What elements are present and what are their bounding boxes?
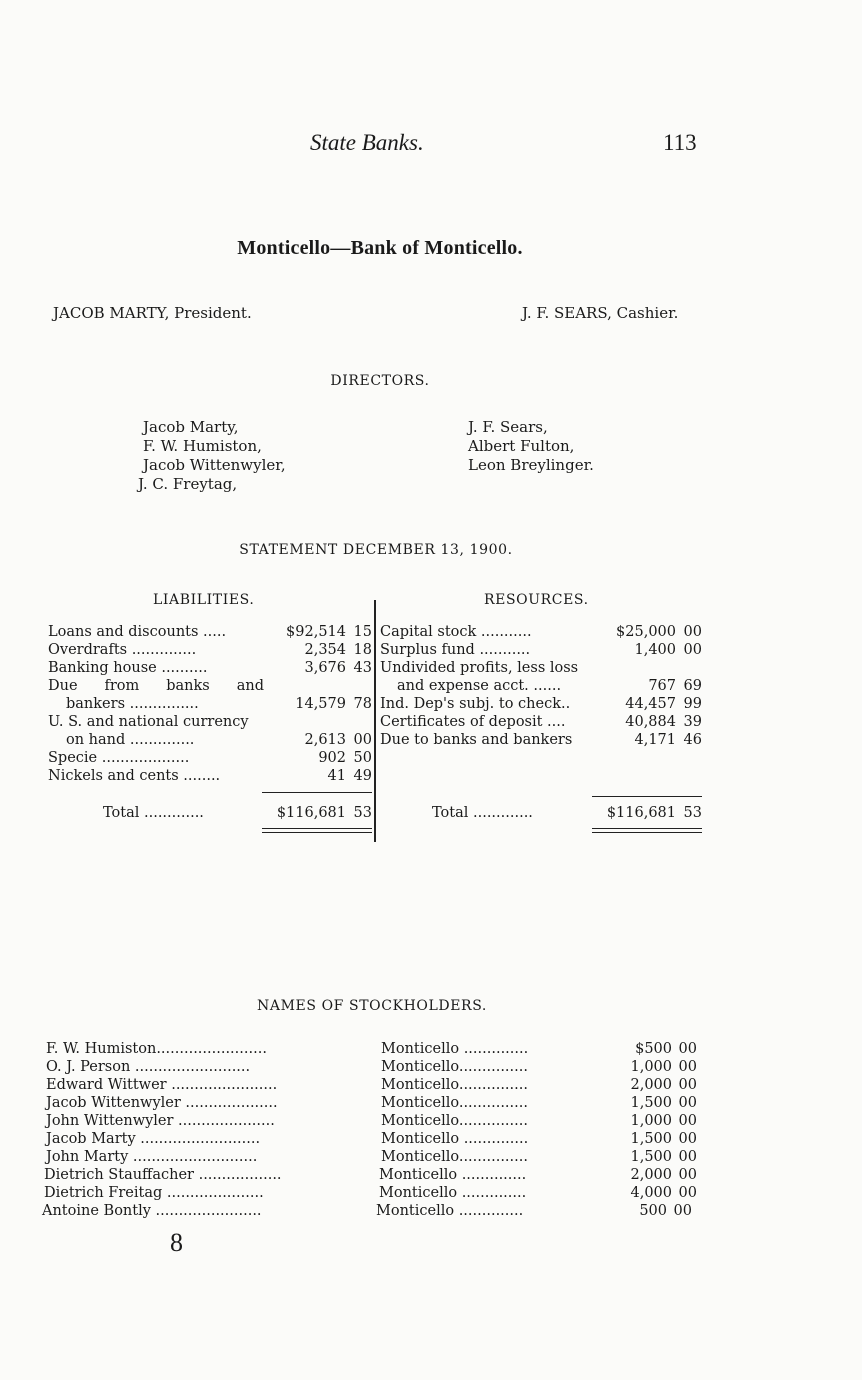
liability-cents: 15 (353, 624, 372, 640)
resource-label: Ind. Dep's subj. to check.. (380, 696, 571, 712)
stockholder-name: Jacob Wittenwyler .................... (46, 1095, 278, 1111)
stockholders-heading: NAMES OF STOCKHOLDERS. (257, 998, 487, 1014)
liability-cents: 43 (353, 660, 372, 676)
liability-dollars: 2,354 (304, 642, 346, 658)
resource-dollars: 40,884 (625, 714, 676, 730)
column-divider (374, 600, 376, 842)
stockholder-place: Monticello .............. (379, 1167, 527, 1183)
resource-label: Certificates of deposit .... (380, 714, 566, 730)
resources-total-label: Total ............. (432, 805, 533, 821)
stockholder-cents: 00 (678, 1095, 697, 1111)
liabilities-total-label: Total ............. (103, 805, 204, 821)
liability-label: Due from banks and (48, 678, 264, 694)
subtotal-rule (592, 796, 702, 797)
stockholder-cents: 00 (678, 1185, 697, 1201)
resource-dollars: 4,171 (634, 732, 676, 748)
stockholder-dollars: 1,500 (630, 1149, 672, 1165)
resource-label: Capital stock ........... (380, 624, 532, 640)
total-double-rule (592, 828, 702, 829)
liabilities-total-cents: 53 (353, 805, 372, 821)
director-name: Leon Breylinger. (468, 456, 594, 474)
liability-label: U. S. and national currency (48, 714, 249, 730)
resource-cents: 00 (683, 642, 702, 658)
cashier-line: J. F. SEARS, Cashier. (522, 304, 679, 322)
director-name: J. F. Sears, (468, 418, 548, 436)
liability-label: Overdrafts .............. (48, 642, 197, 658)
total-double-rule (262, 828, 372, 829)
stockholder-name: Jacob Marty .......................... (46, 1131, 261, 1147)
liability-dollars: 2,613 (304, 732, 346, 748)
signature-mark: 8 (170, 1228, 183, 1257)
resource-label: Due to banks and bankers (380, 732, 573, 748)
stockholder-place: Monticello .............. (381, 1131, 529, 1147)
stockholder-dollars: 500 (639, 1203, 667, 1219)
director-name: Jacob Marty, (143, 418, 239, 436)
liability-dollars: 902 (318, 750, 346, 766)
stockholder-name: Dietrich Freitag ..................... (44, 1185, 264, 1201)
president-line: JACOB MARTY, President. (53, 304, 252, 322)
liability-cents: 78 (353, 696, 372, 712)
running-header-title: State Banks. (310, 130, 424, 155)
stockholder-name: F. W. Humiston........................ (46, 1041, 267, 1057)
stockholder-cents: 00 (678, 1041, 697, 1057)
stockholder-place: Monticello............... (381, 1095, 528, 1111)
stockholder-dollars: 1,500 (630, 1095, 672, 1111)
stockholder-place: Monticello .............. (379, 1185, 527, 1201)
liability-label: Banking house .......... (48, 660, 208, 676)
stockholder-dollars: 1,000 (630, 1113, 672, 1129)
director-name: Albert Fulton, (468, 437, 575, 455)
resource-cents: 00 (683, 624, 702, 640)
stockholder-dollars: 2,000 (630, 1167, 672, 1183)
liability-cents: 18 (353, 642, 372, 658)
stockholder-name: John Wittenwyler ..................... (46, 1113, 275, 1129)
stockholder-name: Edward Wittwer ....................... (46, 1077, 278, 1093)
resources-total-dollars: $116,681 (606, 805, 676, 821)
stockholder-cents: 00 (678, 1131, 697, 1147)
stockholder-cents: 00 (678, 1113, 697, 1129)
stockholder-name: O. J. Person ......................... (46, 1059, 251, 1075)
resource-cents: 39 (683, 714, 702, 730)
stockholder-cents: 00 (678, 1149, 697, 1165)
stockholder-place: Monticello............... (381, 1113, 528, 1129)
stockholder-name: Antoine Bontly ....................... (42, 1203, 262, 1219)
stockholder-place: Monticello............... (381, 1059, 528, 1075)
statement-heading: STATEMENT DECEMBER 13, 1900. (239, 542, 513, 558)
bank-title: Monticello—Bank of Monticello. (237, 237, 523, 259)
resource-label: and expense acct. ...... (397, 678, 562, 694)
liability-cents: 00 (353, 732, 372, 748)
resource-label: Surplus fund ........... (380, 642, 531, 658)
resource-label: Undivided profits, less loss (380, 660, 579, 676)
resource-cents: 69 (683, 678, 702, 694)
stockholder-cents: 00 (678, 1059, 697, 1075)
resources-total-cents: 53 (683, 805, 702, 821)
liability-dollars: 14,579 (295, 696, 346, 712)
total-double-rule (262, 832, 372, 833)
liability-label: Loans and discounts ..... (48, 624, 227, 640)
total-double-rule (592, 832, 702, 833)
stockholder-place: Monticello .............. (376, 1203, 524, 1219)
liability-label: Specie ................... (48, 750, 190, 766)
stockholder-dollars: 4,000 (630, 1185, 672, 1201)
subtotal-rule (262, 792, 372, 793)
stockholder-place: Monticello .............. (381, 1041, 529, 1057)
director-name: Jacob Wittenwyler, (143, 456, 286, 474)
directors-heading: DIRECTORS. (330, 373, 430, 389)
resource-dollars: 1,400 (634, 642, 676, 658)
liabilities-heading: LIABILITIES. (153, 592, 255, 608)
liability-dollars: 3,676 (304, 660, 346, 676)
liability-label: on hand .............. (66, 732, 195, 748)
directors-right-column (468, 418, 594, 475)
resource-dollars: 767 (648, 678, 676, 694)
liability-cents: 50 (353, 750, 372, 766)
liability-label: bankers ............... (66, 696, 199, 712)
resource-dollars: 44,457 (625, 696, 676, 712)
liabilities-total-dollars: $116,681 (276, 805, 346, 821)
director-name: F. W. Humiston, (143, 437, 262, 455)
resource-cents: 46 (683, 732, 702, 748)
resource-dollars: $25,000 (616, 624, 676, 640)
stockholder-cents: 00 (678, 1077, 697, 1093)
stockholder-dollars: 1,000 (630, 1059, 672, 1075)
director-name: J. C. Freytag, (138, 475, 238, 493)
liability-cents: 49 (353, 768, 372, 784)
stockholder-place: Monticello............... (381, 1149, 528, 1165)
stockholder-name: John Marty ........................... (46, 1149, 258, 1165)
stockholder-dollars: 1,500 (630, 1131, 672, 1147)
directors-left-column (138, 418, 286, 494)
stockholder-name: Dietrich Stauffacher .................. (44, 1167, 282, 1183)
stockholder-place: Monticello............... (381, 1077, 528, 1093)
stockholder-cents: 00 (673, 1203, 692, 1219)
resource-cents: 99 (683, 696, 702, 712)
liability-dollars: 41 (327, 768, 346, 784)
stockholder-cents: 00 (678, 1167, 697, 1183)
stockholder-dollars: $500 (635, 1041, 672, 1057)
stockholder-dollars: 2,000 (630, 1077, 672, 1093)
resources-heading: RESOURCES. (484, 592, 589, 608)
liability-label: Nickels and cents ........ (48, 768, 221, 784)
page-number: 113 (663, 130, 697, 155)
liability-dollars: $92,514 (286, 624, 346, 640)
